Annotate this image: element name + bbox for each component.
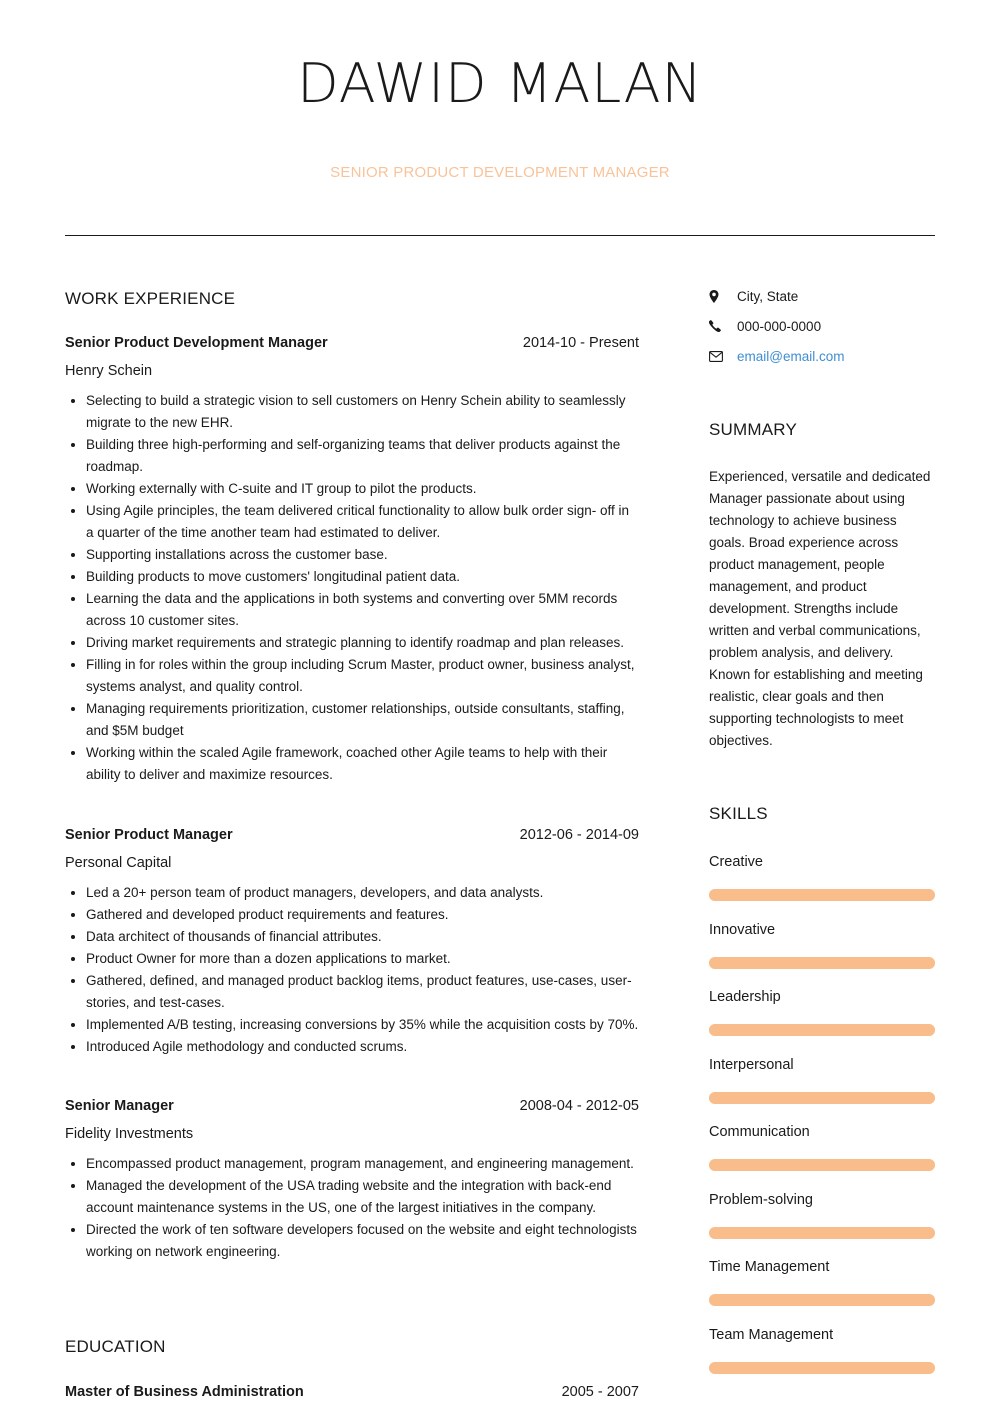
location-text: City, State: [737, 288, 799, 304]
bullet-item: Working within the scaled Agile framework, coached other Agile teams to help with their ability to deliver and maximize resources.: [65, 742, 639, 786]
skill-label: Interpersonal: [709, 1056, 794, 1073]
degree-title: Master of Business Administration: [65, 1384, 304, 1400]
skill-label: Problem-solving: [709, 1191, 813, 1208]
skill-level-bar: [709, 1159, 935, 1171]
skill-item: [709, 1122, 935, 1171]
phone-icon: [709, 320, 737, 332]
phone-text: 000-000-0000: [737, 318, 822, 334]
job-entry: [65, 1098, 639, 1263]
job-bullets: [65, 1153, 639, 1263]
skill-level-fill: [709, 1294, 935, 1306]
bullet-item: Implemented A/B testing, increasing conversions by 35% while the acquisition costs by 70%.: [65, 1014, 639, 1036]
skill-item: [709, 852, 935, 901]
skill-level-bar: [709, 1362, 935, 1374]
bullet-item: Driving market requirements and strategic planning to identify roadmap and plan releases.: [65, 632, 639, 654]
skill-item: [709, 1055, 935, 1104]
bullet-item: Gathered, defined, and managed product backlog items, product features, use-cases, user-stories, and test-cases.: [65, 970, 639, 1014]
skill-item: [709, 1325, 935, 1374]
job-dates: 2014-10 - Present: [522, 335, 639, 351]
education-dates: 2005 - 2007: [561, 1384, 639, 1400]
skill-level-fill: [709, 889, 935, 901]
bullet-item: Building three high-performing and self-organizing teams that deliver products against the roadmap.: [65, 434, 639, 478]
skill-level-bar: [709, 1294, 935, 1306]
summary-text: Experienced, versatile and dedicated Manager passionate about using technology to achieve business goals. Broad experience across product management, people management, and product development. Strengths include written and verbal communications, problem analysis, and delivery. Known for establishing and meeting realistic, clear goals and then supporting technologists to meet objectives.: [709, 469, 931, 748]
bullet-item: Introduced Agile methodology and conducted scrums.: [65, 1036, 639, 1058]
skill-item: [709, 1190, 935, 1239]
header-divider: [65, 235, 935, 236]
bullet-item: Selecting to build a strategic vision to sell customers on Henry Schein ability to seamlessly migrate to the new EHR.: [65, 390, 639, 434]
job-dates: 2008-04 - 2012-05: [519, 1098, 639, 1114]
bullet-item: Managing requirements prioritization, customer relationships, outside consultants, staffing, and $5M budget: [65, 698, 639, 742]
skill-item: [709, 987, 935, 1036]
job-entry: [65, 827, 639, 1058]
skill-level-fill: [709, 1159, 935, 1171]
candidate-headline: SENIOR PRODUCT DEVELOPMENT MANAGER: [330, 164, 670, 181]
bullet-item: Working externally with C-suite and IT group to pilot the products.: [65, 478, 639, 500]
skill-label: Leadership: [709, 989, 781, 1005]
skill-level-bar: [709, 957, 935, 969]
job-title: Senior Manager: [65, 1098, 174, 1114]
job-company: Henry Schein: [65, 363, 153, 379]
bullet-item: Encompassed product management, program management, and engineering management.: [65, 1153, 639, 1175]
skill-level-bar: [709, 889, 935, 901]
job-dates: 2012-06 - 2014-09: [519, 827, 639, 843]
job-entry: [65, 335, 639, 786]
job-company: Personal Capital: [65, 855, 172, 871]
contact-phone: [709, 316, 821, 336]
bullet-item: Product Owner for more than a dozen applications to market.: [65, 948, 639, 970]
bullet-item: Building products to move customers' longitudinal patient data.: [65, 566, 639, 588]
bullet-item: Gathered and developed product requirements and features.: [65, 904, 639, 926]
skill-level-bar: [709, 1227, 935, 1239]
education-entry: [65, 1384, 639, 1408]
bullet-item: Managed the development of the USA trading website and the integration with back-end account maintenance systems in the US, one of the largest initiatives in the company.: [65, 1175, 639, 1219]
education-heading: EDUCATION: [65, 1337, 166, 1356]
skill-level-fill: [709, 957, 935, 969]
skill-level-fill: [709, 1092, 935, 1104]
map-pin-icon: [709, 290, 737, 303]
skill-level-fill: [709, 1227, 935, 1239]
candidate-name: DAWID MALAN: [297, 52, 703, 115]
skill-level-bar: [709, 1092, 935, 1104]
skill-level-fill: [709, 1024, 935, 1036]
bullet-item: Led a 20+ person team of product managers, developers, and data analysts.: [65, 882, 639, 904]
summary-heading: SUMMARY: [709, 420, 797, 439]
bullet-item: Supporting installations across the customer base.: [65, 544, 639, 566]
contact-email: [709, 346, 844, 366]
skill-label: Innovative: [709, 921, 776, 938]
job-company: Fidelity Investments: [65, 1126, 194, 1142]
job-title: Senior Product Manager: [65, 827, 233, 843]
envelope-icon: [709, 351, 737, 362]
bullet-item: Data architect of thousands of financial attributes.: [65, 926, 639, 948]
skill-label: Creative: [709, 854, 763, 870]
skill-label: Communication: [709, 1124, 810, 1140]
skill-level-bar: [709, 1024, 935, 1036]
bullet-item: Filling in for roles within the group including Scrum Master, product owner, business analyst, systems analyst, and quality control.: [65, 654, 639, 698]
email-link[interactable]: email@email.com: [737, 348, 845, 364]
skill-item: [709, 1257, 935, 1306]
skill-label: Team Management: [709, 1326, 834, 1343]
bullet-item: Directed the work of ten software developers focused on the website and eight technologists working on network engineering.: [65, 1219, 639, 1263]
job-bullets: [65, 882, 639, 1058]
bullet-item: Using Agile principles, the team delivered critical functionality to allow bulk order sign- off in a quarter of the time another team had estimated to deliver.: [65, 500, 639, 544]
skill-level-fill: [709, 1362, 935, 1374]
skill-item: [709, 920, 935, 969]
job-title: Senior Product Development Manager: [65, 335, 328, 351]
work-experience-heading: WORK EXPERIENCE: [65, 289, 236, 308]
contact-location: [709, 286, 798, 306]
skill-label: Time Management: [709, 1259, 830, 1275]
job-bullets: [65, 390, 639, 786]
skills-heading: SKILLS: [709, 804, 768, 823]
bullet-item: Learning the data and the applications in both systems and converting over 5MM records across 10 customer sites.: [65, 588, 639, 632]
